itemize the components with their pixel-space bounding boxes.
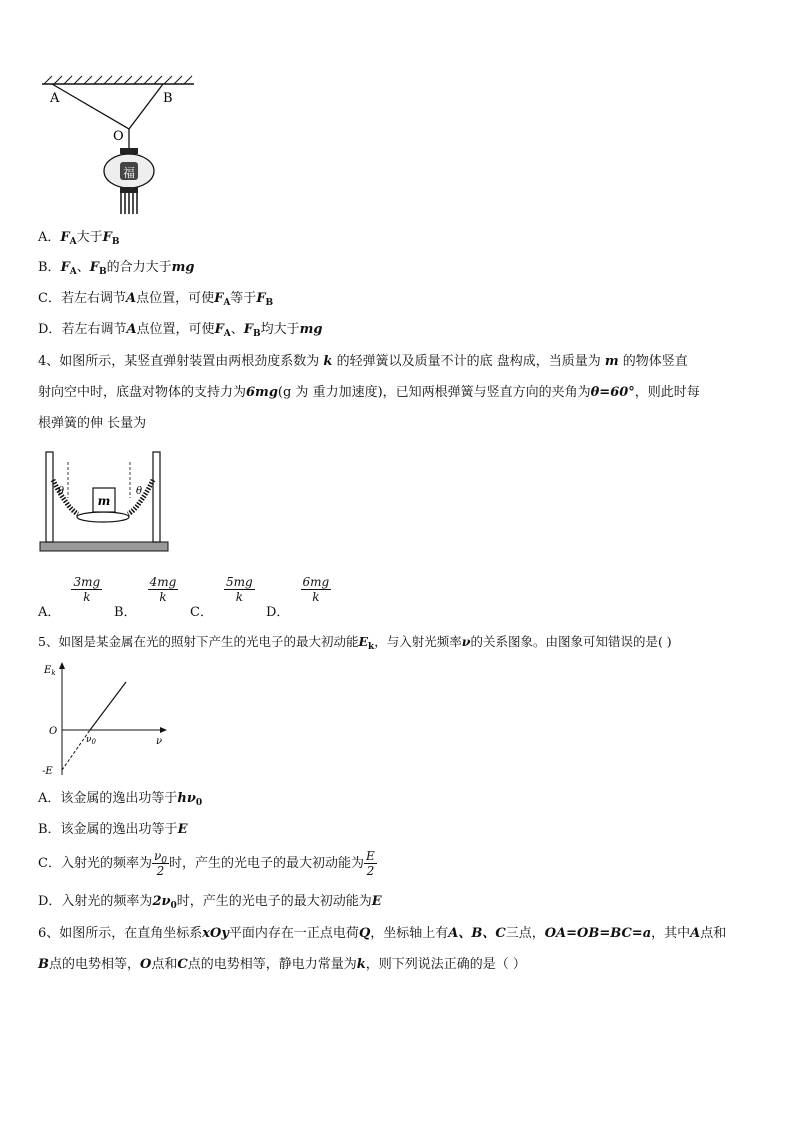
spring-launcher-figure bbox=[38, 448, 173, 556]
q4-option-c[interactable]: $_{C.}$ $\frac{5mg}{k}$ bbox=[190, 575, 253, 620]
q5-option-a[interactable]: A．该金属的逸出功等于$h\nu_0$ bbox=[38, 791, 203, 808]
lantern-char: 福 bbox=[122, 166, 136, 180]
q5-option-c[interactable]: C．入射光的频率为 $\frac{\nu_0}{2}$ 时，产生的光电子的最大初动能为 $\frac{E}{2}$ bbox=[38, 849, 375, 878]
x-axis-label: ν bbox=[156, 736, 163, 747]
q5-option-b[interactable]: B．该金属的逸出功等于E bbox=[38, 822, 188, 837]
q4-stem-line2: 射向空中时，底盘对物体的支持力为6mg(g 为 重力加速度)，已知两根弹簧与竖直方向的夹角为θ=60°，则此时每 bbox=[38, 385, 700, 400]
block-mass-label: m bbox=[97, 494, 111, 508]
q3-option-b[interactable]: B．$F_A$、$F_B$的合力大于mg bbox=[38, 260, 195, 277]
origin-label: O bbox=[49, 726, 58, 737]
theta-left: θ bbox=[58, 486, 65, 497]
ek-nu-graph bbox=[40, 660, 175, 780]
q5-stem: 5、如图是某金属在光的照射下产生的光电子的最大初动能$E_k$，与入射光频率ν的关系图象。由图象可知错误的是( ) bbox=[38, 634, 672, 652]
neg-e-label: -E bbox=[42, 766, 53, 777]
lantern-figure bbox=[36, 74, 236, 219]
label-b: B bbox=[163, 91, 173, 106]
q6-stem-line1: 6、如图所示，在直角坐标系xOy平面内存在一正点电荷Q，坐标轴上有A、B、C三点，OA=OB=BC=a，其中A点和 bbox=[38, 926, 727, 941]
q4-stem-line3: 根弹簧的伸 长量为 bbox=[38, 416, 147, 431]
q3-option-a[interactable]: A．$F_A$大于$F_B$ bbox=[38, 230, 120, 247]
nu0-label: $\nu_0$ bbox=[86, 735, 96, 746]
q4-option-b[interactable]: $_{B.}$ $\frac{4mg}{k}$ bbox=[114, 575, 177, 620]
q4-option-d[interactable]: $_{D.}$ $\frac{6mg}{k}$ bbox=[266, 575, 330, 620]
label-o: O bbox=[113, 129, 124, 144]
q4-option-a[interactable]: $_{A.}$ $\frac{3mg}{k}$ bbox=[38, 575, 101, 620]
q3-option-c[interactable]: C．若左右调节A点位置，可使$F_A$等于$F_B$ bbox=[38, 291, 274, 308]
theta-right: θ bbox=[136, 486, 143, 497]
q4-stem-line1: 4、如图所示，某竖直弹射装置由两根劲度系数为 k 的轻弹簧以及质量不计的底 盘构成，当质量为 m 的物体竖直 bbox=[38, 354, 688, 369]
q5-option-d[interactable]: D．入射光的频率为$2\nu_0$时，产生的光电子的最大初动能为E bbox=[38, 894, 382, 911]
q6-stem-line2: B点的电势相等，O点和C点的电势相等，静电力常量为k，则下列说法正确的是（ ） bbox=[38, 957, 526, 972]
q3-option-d[interactable]: D．若左右调节A点位置，可使$F_A$、$F_B$均大于mg bbox=[38, 322, 323, 339]
y-axis-label: $E_k$ bbox=[44, 665, 56, 677]
label-a: A bbox=[50, 91, 60, 106]
